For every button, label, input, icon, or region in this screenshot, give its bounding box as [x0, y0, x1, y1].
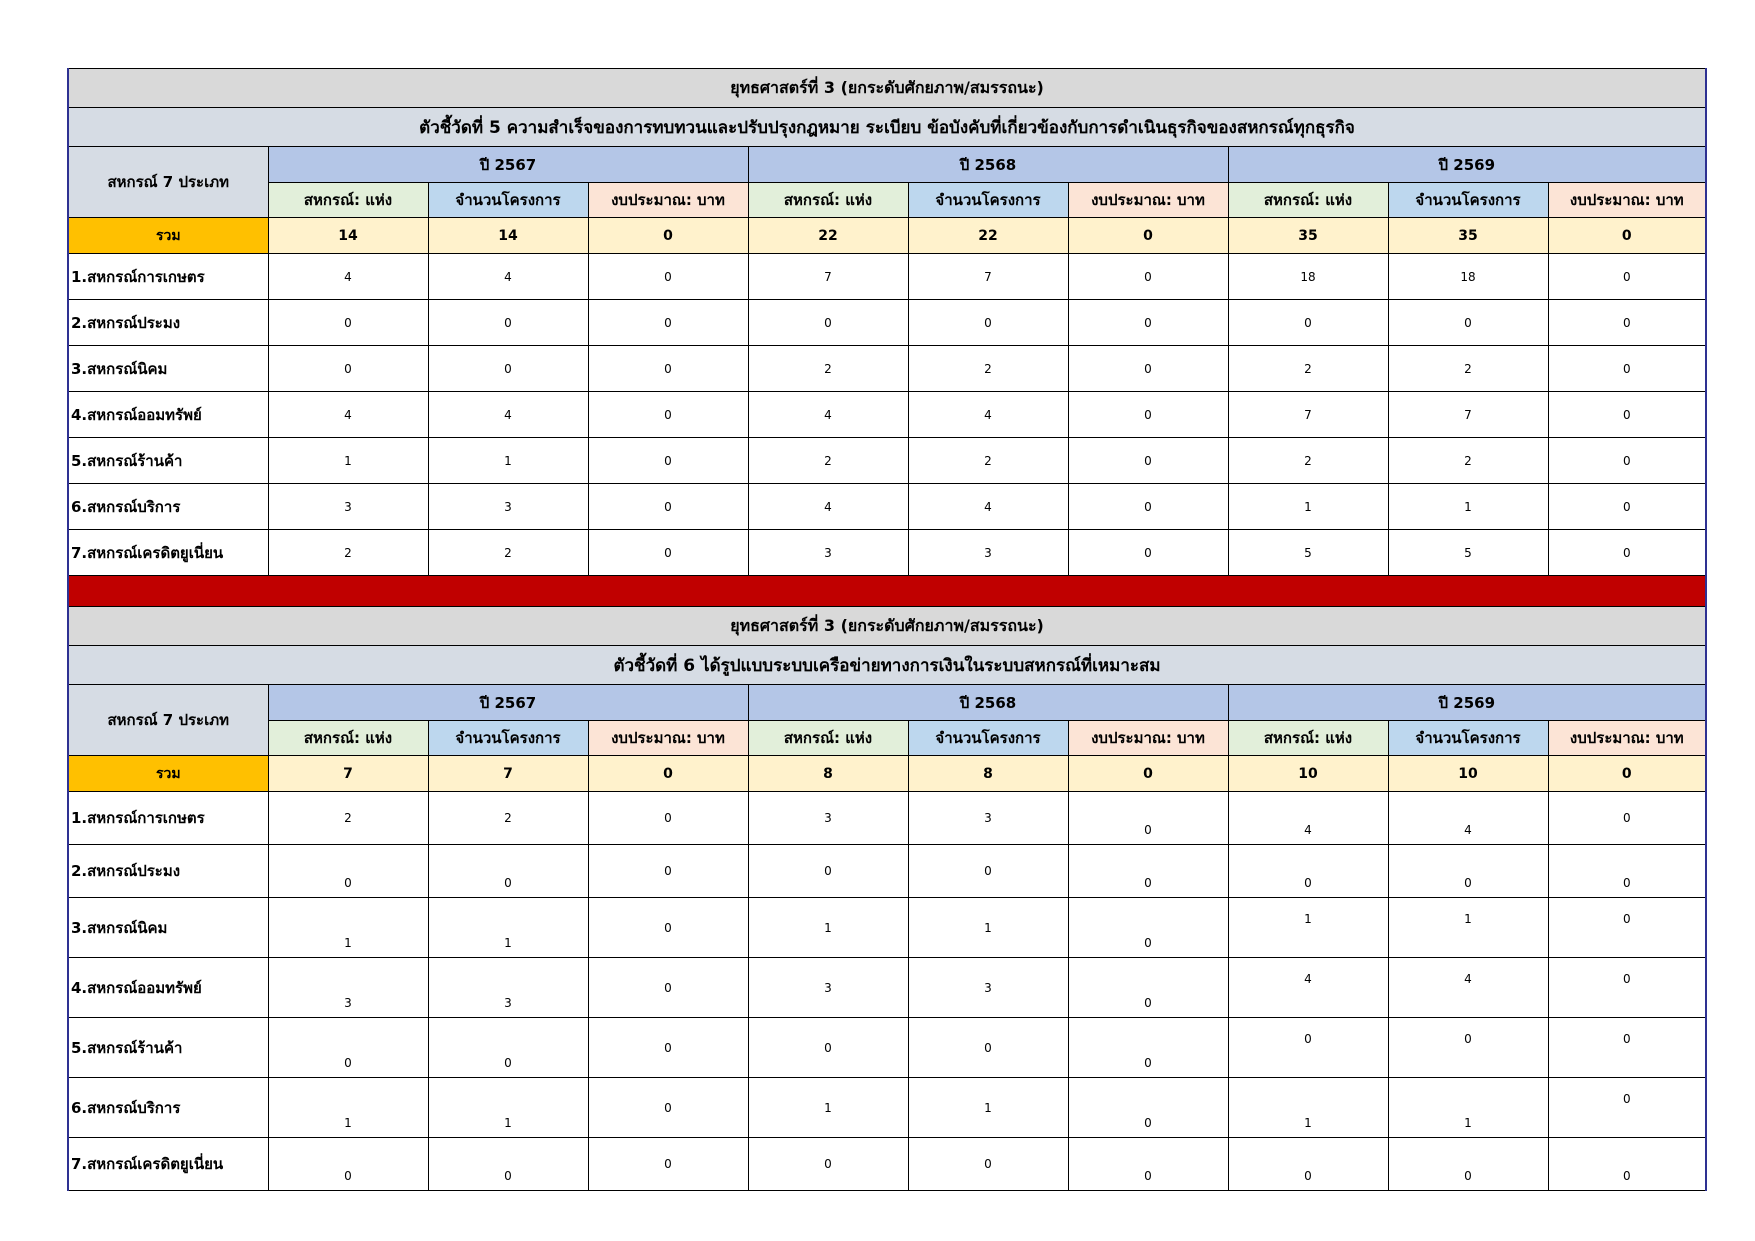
cooperative-type-label[interactable]: 3.สหกรณ์นิคม: [68, 898, 268, 958]
data-cell[interactable]: 0: [1068, 792, 1228, 845]
data-cell[interactable]: 0: [748, 1138, 908, 1191]
table-row: [68, 845, 1706, 898]
data-cell[interactable]: 3: [428, 484, 588, 530]
data-cell[interactable]: 4: [1388, 792, 1548, 845]
data-cell[interactable]: 1: [748, 898, 908, 958]
data-cell[interactable]: 0: [1548, 300, 1706, 346]
data-cell[interactable]: 4: [908, 392, 1068, 438]
cooperative-type-label[interactable]: 1.สหกรณ์การเกษตร: [68, 254, 268, 300]
data-cell[interactable]: 0: [588, 484, 748, 530]
cooperative-type-label[interactable]: 3.สหกรณ์นิคม: [68, 346, 268, 392]
budget-header[interactable]: งบประมาณ: บาท: [1548, 183, 1706, 218]
data-cell[interactable]: 7: [748, 254, 908, 300]
table-row: [68, 392, 1706, 438]
data-cell[interactable]: 0: [588, 530, 748, 576]
data-cell[interactable]: 1: [268, 898, 428, 958]
data-cell[interactable]: 0: [588, 1078, 748, 1138]
data-cell[interactable]: 1: [908, 898, 1068, 958]
data-cell[interactable]: 0: [908, 300, 1068, 346]
data-cell[interactable]: 1: [428, 898, 588, 958]
total-cell[interactable]: 8: [748, 756, 908, 792]
data-cell[interactable]: 3: [908, 530, 1068, 576]
total-cell[interactable]: 10: [1228, 756, 1388, 792]
data-cell[interactable]: 0: [428, 845, 588, 898]
data-cell[interactable]: 1: [1228, 898, 1388, 958]
total-cell[interactable]: 22: [748, 218, 908, 254]
data-cell[interactable]: 0: [1068, 958, 1228, 1018]
indicator-6-table: [68, 607, 1706, 1191]
data-cell[interactable]: 7: [908, 254, 1068, 300]
coop-count-header[interactable]: สหกรณ์: แห่ง: [268, 721, 428, 756]
data-cell[interactable]: 0: [588, 300, 748, 346]
table-row: [68, 1138, 1706, 1191]
data-cell[interactable]: 0: [428, 1138, 588, 1191]
data-cell[interactable]: 0: [908, 1138, 1068, 1191]
data-cell[interactable]: 3: [908, 792, 1068, 845]
project-count-header[interactable]: จำนวนโครงการ: [428, 183, 588, 218]
data-cell[interactable]: 0: [588, 438, 748, 484]
data-cell[interactable]: 0: [1068, 898, 1228, 958]
coop-count-header[interactable]: สหกรณ์: แห่ง: [268, 183, 428, 218]
indicator-title[interactable]: ตัวชี้วัดที่ 6 ได้รูปแบบระบบเครือข่ายทางการเงินในระบบสหกรณ์ที่เหมาะสม: [68, 646, 1706, 685]
data-cell[interactable]: 4: [1388, 958, 1548, 1018]
data-cell[interactable]: 7: [1388, 392, 1548, 438]
total-cell[interactable]: 35: [1228, 218, 1388, 254]
strategy-title[interactable]: ยุทธศาสตร์ที่ 3 (ยกระดับศักยภาพ/สมรรถนะ): [68, 69, 1706, 108]
red-separator-row[interactable]: [68, 576, 1706, 607]
data-cell[interactable]: 1: [1388, 1078, 1548, 1138]
data-cell[interactable]: 0: [1548, 392, 1706, 438]
separator-band: [68, 576, 1706, 607]
total-cell[interactable]: 10: [1388, 756, 1548, 792]
data-cell[interactable]: 0: [588, 958, 748, 1018]
cooperative-type-header[interactable]: สหกรณ์ 7 ประเภท: [68, 685, 268, 756]
budget-header[interactable]: งบประมาณ: บาท: [1068, 183, 1228, 218]
data-cell[interactable]: 1: [268, 1078, 428, 1138]
project-count-header[interactable]: จำนวนโครงการ: [1388, 721, 1548, 756]
cooperative-type-label[interactable]: 6.สหกรณ์บริการ: [68, 1078, 268, 1138]
data-cell[interactable]: 0: [1388, 1138, 1548, 1191]
data-cell[interactable]: 4: [1228, 792, 1388, 845]
budget-header[interactable]: งบประมาณ: บาท: [1548, 721, 1706, 756]
total-cell[interactable]: 0: [588, 756, 748, 792]
table-row: [68, 438, 1706, 484]
data-cell[interactable]: 0: [1068, 1018, 1228, 1078]
project-count-header[interactable]: จำนวนโครงการ: [1388, 183, 1548, 218]
budget-header[interactable]: งบประมาณ: บาท: [588, 183, 748, 218]
table-row: [68, 898, 1706, 958]
total-cell[interactable]: 0: [1068, 218, 1228, 254]
data-cell[interactable]: 2: [268, 792, 428, 845]
table-row: [68, 484, 1706, 530]
total-cell[interactable]: 7: [268, 756, 428, 792]
cooperative-type-label[interactable]: 4.สหกรณ์ออมทรัพย์: [68, 958, 268, 1018]
data-cell[interactable]: 0: [588, 792, 748, 845]
data-cell[interactable]: 3: [748, 530, 908, 576]
table-row: [68, 1078, 1706, 1138]
data-cell[interactable]: 0: [588, 1018, 748, 1078]
data-cell[interactable]: 2: [908, 346, 1068, 392]
total-cell[interactable]: 14: [268, 218, 428, 254]
data-cell[interactable]: 2: [1388, 346, 1548, 392]
table-row: [68, 1018, 1706, 1078]
data-cell[interactable]: 7: [1228, 392, 1388, 438]
project-count-header[interactable]: จำนวนโครงการ: [908, 721, 1068, 756]
data-cell[interactable]: 0: [428, 346, 588, 392]
data-cell[interactable]: 2: [908, 438, 1068, 484]
data-cell[interactable]: 0: [1068, 438, 1228, 484]
cooperative-type-label[interactable]: 7.สหกรณ์เครดิตยูเนี่ยน: [68, 1138, 268, 1191]
data-cell[interactable]: 0: [1548, 530, 1706, 576]
coop-count-header[interactable]: สหกรณ์: แห่ง: [1228, 721, 1388, 756]
data-cell[interactable]: 1: [908, 1078, 1068, 1138]
total-label[interactable]: รวม: [68, 756, 268, 792]
data-cell[interactable]: 0: [268, 845, 428, 898]
cooperative-type-label[interactable]: 7.สหกรณ์เครดิตยูเนี่ยน: [68, 530, 268, 576]
table-row: [68, 300, 1706, 346]
data-cell[interactable]: 0: [1228, 845, 1388, 898]
coop-count-header[interactable]: สหกรณ์: แห่ง: [1228, 183, 1388, 218]
indicator-title[interactable]: ตัวชี้วัดที่ 5 ความสำเร็จของการทบทวนและปรับปรุงกฎหมาย ระเบียบ ข้อบังคับที่เกี่ยวข้องกับการดำเนินธุรกิจของสหกรณ์ทุกธุรกิจ: [68, 108, 1706, 147]
cooperative-type-label[interactable]: 5.สหกรณ์ร้านค้า: [68, 1018, 268, 1078]
data-cell[interactable]: 4: [428, 254, 588, 300]
cooperative-type-label[interactable]: 2.สหกรณ์ประมง: [68, 300, 268, 346]
cooperative-type-label[interactable]: 2.สหกรณ์ประมง: [68, 845, 268, 898]
data-cell[interactable]: 0: [1228, 1018, 1388, 1078]
data-cell[interactable]: 0: [1548, 346, 1706, 392]
data-cell[interactable]: 0: [428, 300, 588, 346]
data-cell[interactable]: 2: [748, 438, 908, 484]
data-cell[interactable]: 1: [428, 438, 588, 484]
table-row: [68, 254, 1706, 300]
cooperative-type-label[interactable]: 5.สหกรณ์ร้านค้า: [68, 438, 268, 484]
data-cell[interactable]: 0: [588, 898, 748, 958]
data-cell[interactable]: 0: [1068, 845, 1228, 898]
indicator-5-table: [68, 69, 1706, 576]
data-cell[interactable]: 0: [1548, 1078, 1706, 1138]
data-cell[interactable]: 5: [1228, 530, 1388, 576]
data-cell[interactable]: 5: [1388, 530, 1548, 576]
total-cell[interactable]: 14: [428, 218, 588, 254]
data-cell[interactable]: 0: [1548, 484, 1706, 530]
data-cell[interactable]: 2: [428, 792, 588, 845]
data-cell[interactable]: 0: [268, 1018, 428, 1078]
data-cell[interactable]: 2: [428, 530, 588, 576]
project-count-header[interactable]: จำนวนโครงการ: [908, 183, 1068, 218]
data-cell[interactable]: 0: [1548, 845, 1706, 898]
data-cell[interactable]: 0: [428, 1018, 588, 1078]
total-cell[interactable]: 8: [908, 756, 1068, 792]
data-cell[interactable]: 0: [748, 1018, 908, 1078]
data-cell[interactable]: 3: [428, 958, 588, 1018]
data-cell[interactable]: 1: [748, 1078, 908, 1138]
data-cell[interactable]: 0: [1548, 958, 1706, 1018]
data-cell[interactable]: 0: [1388, 1018, 1548, 1078]
data-cell[interactable]: 0: [268, 346, 428, 392]
data-cell[interactable]: 0: [1548, 254, 1706, 300]
cooperative-type-label[interactable]: 6.สหกรณ์บริการ: [68, 484, 268, 530]
data-cell[interactable]: 2: [1228, 438, 1388, 484]
table-row: [68, 958, 1706, 1018]
data-cell[interactable]: 4: [748, 392, 908, 438]
data-cell[interactable]: 2: [1388, 438, 1548, 484]
data-cell[interactable]: 0: [1548, 438, 1706, 484]
data-cell[interactable]: 0: [588, 392, 748, 438]
data-cell[interactable]: 0: [588, 1138, 748, 1191]
total-cell[interactable]: 0: [1548, 218, 1706, 254]
data-cell[interactable]: 0: [1228, 1138, 1388, 1191]
data-cell[interactable]: 0: [588, 346, 748, 392]
total-cell[interactable]: 7: [428, 756, 588, 792]
project-count-header[interactable]: จำนวนโครงการ: [428, 721, 588, 756]
data-cell[interactable]: 1: [1388, 484, 1548, 530]
data-cell[interactable]: 0: [1068, 530, 1228, 576]
data-cell[interactable]: 0: [1068, 1138, 1228, 1191]
cooperative-type-label[interactable]: 1.สหกรณ์การเกษตร: [68, 792, 268, 845]
budget-header[interactable]: งบประมาณ: บาท: [1068, 721, 1228, 756]
spreadsheet-sheet: [67, 68, 1705, 1191]
data-cell[interactable]: 0: [1068, 346, 1228, 392]
data-cell[interactable]: 4: [268, 392, 428, 438]
data-cell[interactable]: 3: [748, 958, 908, 1018]
data-cell[interactable]: 0: [1068, 1078, 1228, 1138]
coop-count-header[interactable]: สหกรณ์: แห่ง: [748, 183, 908, 218]
data-cell[interactable]: 1: [1228, 484, 1388, 530]
data-cell[interactable]: 0: [588, 254, 748, 300]
data-cell[interactable]: 18: [1228, 254, 1388, 300]
data-cell[interactable]: 0: [748, 845, 908, 898]
data-cell[interactable]: 0: [1068, 300, 1228, 346]
data-cell[interactable]: 2: [748, 346, 908, 392]
data-cell[interactable]: 0: [748, 300, 908, 346]
table-row: [68, 792, 1706, 845]
cooperative-type-header[interactable]: สหกรณ์ 7 ประเภท: [68, 147, 268, 218]
total-label[interactable]: รวม: [68, 218, 268, 254]
cooperative-type-label[interactable]: 4.สหกรณ์ออมทรัพย์: [68, 392, 268, 438]
total-cell[interactable]: 22: [908, 218, 1068, 254]
data-cell[interactable]: 1: [428, 1078, 588, 1138]
data-cell[interactable]: 1: [268, 438, 428, 484]
year-header[interactable]: ปี 2567: [268, 685, 748, 721]
data-cell[interactable]: 0: [1548, 792, 1706, 845]
data-cell[interactable]: 3: [268, 958, 428, 1018]
data-cell[interactable]: 2: [268, 530, 428, 576]
total-cell[interactable]: 0: [1548, 756, 1706, 792]
data-cell[interactable]: 0: [1548, 898, 1706, 958]
total-cell[interactable]: 0: [1068, 756, 1228, 792]
data-cell[interactable]: 0: [1228, 300, 1388, 346]
year-header[interactable]: ปี 2569: [1228, 147, 1706, 183]
coop-count-header[interactable]: สหกรณ์: แห่ง: [748, 721, 908, 756]
table-row: [68, 346, 1706, 392]
indicator-tables: [67, 68, 1707, 1191]
data-cell[interactable]: 0: [1388, 300, 1548, 346]
data-cell[interactable]: 0: [268, 300, 428, 346]
data-cell[interactable]: 0: [1388, 845, 1548, 898]
data-cell[interactable]: 0: [1068, 392, 1228, 438]
year-header[interactable]: ปี 2569: [1228, 685, 1706, 721]
data-cell[interactable]: 1: [1388, 898, 1548, 958]
data-cell[interactable]: 3: [268, 484, 428, 530]
data-cell[interactable]: 0: [268, 1138, 428, 1191]
total-cell[interactable]: 35: [1388, 218, 1548, 254]
data-cell[interactable]: 0: [588, 845, 748, 898]
data-cell[interactable]: 4: [748, 484, 908, 530]
data-cell[interactable]: 0: [1068, 254, 1228, 300]
budget-header[interactable]: งบประมาณ: บาท: [588, 721, 748, 756]
data-cell[interactable]: 0: [908, 1018, 1068, 1078]
strategy-title[interactable]: ยุทธศาสตร์ที่ 3 (ยกระดับศักยภาพ/สมรรถนะ): [68, 607, 1706, 646]
data-cell[interactable]: 2: [1228, 346, 1388, 392]
data-cell[interactable]: 3: [748, 792, 908, 845]
data-cell[interactable]: 0: [908, 845, 1068, 898]
data-cell[interactable]: 4: [1228, 958, 1388, 1018]
data-cell[interactable]: 4: [268, 254, 428, 300]
data-cell[interactable]: 1: [1228, 1078, 1388, 1138]
data-cell[interactable]: 18: [1388, 254, 1548, 300]
data-cell[interactable]: 0: [1548, 1018, 1706, 1078]
table-row: [68, 530, 1706, 576]
data-cell[interactable]: 4: [908, 484, 1068, 530]
total-cell[interactable]: 0: [588, 218, 748, 254]
data-cell[interactable]: 0: [1068, 484, 1228, 530]
data-cell[interactable]: 3: [908, 958, 1068, 1018]
year-header[interactable]: ปี 2568: [748, 147, 1228, 183]
data-cell[interactable]: 0: [1548, 1138, 1706, 1191]
year-header[interactable]: ปี 2567: [268, 147, 748, 183]
year-header[interactable]: ปี 2568: [748, 685, 1228, 721]
data-cell[interactable]: 4: [428, 392, 588, 438]
